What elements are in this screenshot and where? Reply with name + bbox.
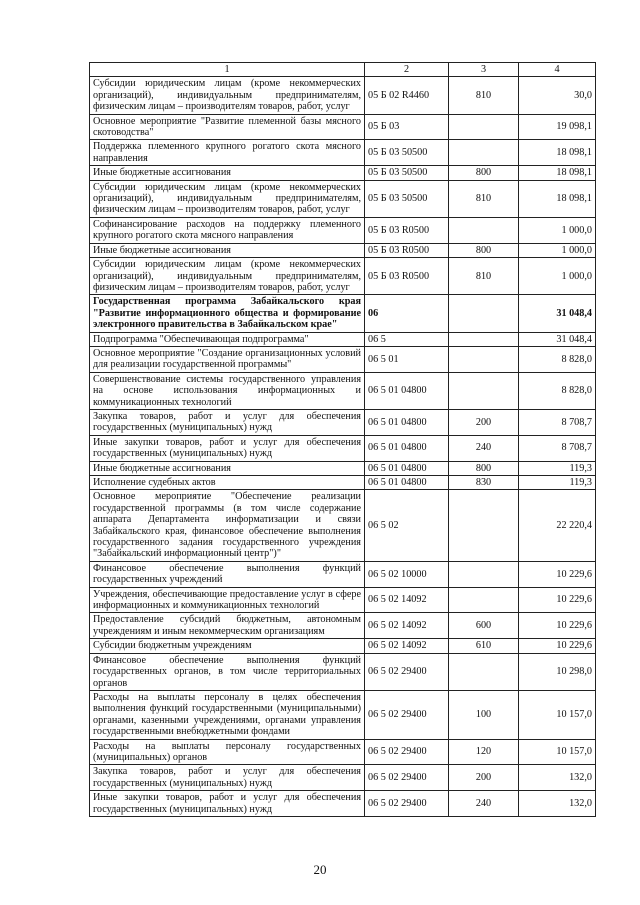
row-name-cell: Иные бюджетные ассигнования [90, 243, 365, 257]
row-name-cell: Субсидии юридическим лицам (кроме некоммерческих организаций), индивидуальным предпринимателям, физическим лицам – производителям товаров, работ, услуг [90, 180, 365, 217]
row-code-cell: 06 5 01 [365, 346, 449, 372]
row-name-cell: Финансовое обеспечение выполнения функций государственных учреждений [90, 561, 365, 587]
row-sum-cell: 18 098,1 [519, 180, 596, 217]
header-col-3: 3 [449, 63, 519, 77]
row-kind-cell [449, 346, 519, 372]
row-kind-cell [449, 114, 519, 140]
table-row [90, 372, 596, 409]
row-name-cell: Исполнение судебных актов [90, 476, 365, 490]
row-sum-cell: 1 000,0 [519, 217, 596, 243]
row-kind-cell [449, 217, 519, 243]
row-kind-cell [449, 295, 519, 332]
table-row [90, 690, 596, 739]
header-col-4: 4 [519, 63, 596, 77]
row-sum-cell: 22 220,4 [519, 490, 596, 561]
table-row [90, 258, 596, 295]
row-code-cell: 06 5 01 04800 [365, 461, 449, 475]
row-name-cell: Предоставление субсидий бюджетным, автономным учреждениям и иным некоммерческим организациям [90, 613, 365, 639]
row-code-cell: 06 5 [365, 332, 449, 346]
row-sum-cell: 10 157,0 [519, 739, 596, 765]
table-row [90, 295, 596, 332]
row-name-cell: Закупка товаров, работ и услуг для обеспечения государственных (муниципальных) нужд [90, 765, 365, 791]
table-row [90, 791, 596, 817]
row-name-cell: Иные закупки товаров, работ и услуг для обеспечения государственных (муниципальных) нужд [90, 435, 365, 461]
table-row [90, 346, 596, 372]
row-sum-cell: 10 229,6 [519, 587, 596, 613]
row-kind-cell: 240 [449, 791, 519, 817]
row-sum-cell: 119,3 [519, 476, 596, 490]
row-kind-cell: 200 [449, 765, 519, 791]
row-name-cell: Основное мероприятие "Обеспечение реализации государственной программы (в том числе содержание аппарата Департамента информатизации и связи Забайкальского края, финансовое обеспечение выполнения государственного задания государственного учреждения "Забайкальский информационный центр")" [90, 490, 365, 561]
budget-table [89, 62, 596, 817]
row-kind-cell: 800 [449, 461, 519, 475]
table-row [90, 587, 596, 613]
table-row [90, 180, 596, 217]
row-code-cell: 06 5 02 29400 [365, 739, 449, 765]
table-row [90, 332, 596, 346]
row-code-cell: 06 5 02 10000 [365, 561, 449, 587]
row-code-cell: 05 Б 03 R0500 [365, 217, 449, 243]
row-name-cell: Учреждения, обеспечивающие предоставление услуг в сфере информационных и коммуникационных технологий [90, 587, 365, 613]
row-code-cell: 06 5 02 29400 [365, 690, 449, 739]
row-name-cell: Поддержка племенного крупного рогатого скота мясного направления [90, 140, 365, 166]
table-body [90, 77, 596, 817]
row-kind-cell: 810 [449, 180, 519, 217]
row-sum-cell: 19 098,1 [519, 114, 596, 140]
table-row [90, 476, 596, 490]
row-name-cell: Основное мероприятие "Развитие племенной базы мясного скотоводства" [90, 114, 365, 140]
table-row [90, 140, 596, 166]
page-number: 20 [313, 862, 327, 877]
row-code-cell: 06 5 01 04800 [365, 372, 449, 409]
row-sum-cell: 8 828,0 [519, 346, 596, 372]
row-code-cell: 06 5 02 29400 [365, 765, 449, 791]
row-name-cell: Иные бюджетные ассигнования [90, 461, 365, 475]
row-kind-cell: 610 [449, 639, 519, 653]
row-code-cell: 06 5 01 04800 [365, 409, 449, 435]
row-code-cell: 05 Б 03 [365, 114, 449, 140]
row-name-cell: Подпрограмма "Обеспечивающая подпрограмма" [90, 332, 365, 346]
table-row [90, 77, 596, 114]
row-code-cell: 06 5 02 29400 [365, 653, 449, 690]
row-name-cell: Иные закупки товаров, работ и услуг для обеспечения государственных (муниципальных) нужд [90, 791, 365, 817]
row-sum-cell: 132,0 [519, 791, 596, 817]
row-code-cell: 05 Б 03 50500 [365, 166, 449, 180]
table-row [90, 613, 596, 639]
row-code-cell: 06 [365, 295, 449, 332]
row-kind-cell: 600 [449, 613, 519, 639]
table-row [90, 490, 596, 561]
row-kind-cell: 810 [449, 77, 519, 114]
row-name-cell: Закупка товаров, работ и услуг для обеспечения государственных (муниципальных) нужд [90, 409, 365, 435]
row-kind-cell: 810 [449, 258, 519, 295]
row-sum-cell: 132,0 [519, 765, 596, 791]
table-row [90, 217, 596, 243]
table-row [90, 114, 596, 140]
row-sum-cell: 10 229,6 [519, 639, 596, 653]
row-code-cell: 06 5 02 14092 [365, 639, 449, 653]
row-code-cell: 06 5 02 14092 [365, 613, 449, 639]
row-code-cell: 05 Б 03 R0500 [365, 258, 449, 295]
row-kind-cell [449, 490, 519, 561]
row-kind-cell [449, 140, 519, 166]
row-name-cell: Субсидии юридическим лицам (кроме некоммерческих организаций), индивидуальным предпринимателям, физическим лицам – производителям товаров, работ, услуг [90, 77, 365, 114]
row-kind-cell: 100 [449, 690, 519, 739]
row-name-cell: Государственная программа Забайкальского края "Развитие информационного общества и формирование электронного правительства в Забайкальском крае" [90, 295, 365, 332]
row-code-cell: 06 5 02 14092 [365, 587, 449, 613]
table-row [90, 561, 596, 587]
row-kind-cell [449, 587, 519, 613]
row-kind-cell [449, 372, 519, 409]
row-sum-cell: 18 098,1 [519, 166, 596, 180]
table-row [90, 166, 596, 180]
row-name-cell: Иные бюджетные ассигнования [90, 166, 365, 180]
row-kind-cell [449, 561, 519, 587]
table-row [90, 461, 596, 475]
table-row [90, 435, 596, 461]
row-code-cell: 05 Б 03 50500 [365, 140, 449, 166]
row-name-cell: Финансовое обеспечение выполнения функций государственных органов, в том числе территориальных органов [90, 653, 365, 690]
row-code-cell: 06 5 02 29400 [365, 791, 449, 817]
row-kind-cell: 200 [449, 409, 519, 435]
row-sum-cell: 10 229,6 [519, 613, 596, 639]
table-row [90, 639, 596, 653]
row-kind-cell: 120 [449, 739, 519, 765]
row-sum-cell: 10 298,0 [519, 653, 596, 690]
row-sum-cell: 31 048,4 [519, 332, 596, 346]
row-name-cell: Субсидии бюджетным учреждениям [90, 639, 365, 653]
row-name-cell: Расходы на выплаты персоналу государственных (муниципальных) органов [90, 739, 365, 765]
row-sum-cell: 10 157,0 [519, 690, 596, 739]
row-sum-cell: 119,3 [519, 461, 596, 475]
row-kind-cell: 800 [449, 166, 519, 180]
row-code-cell: 05 Б 03 R0500 [365, 243, 449, 257]
table-header-row [90, 63, 596, 77]
row-code-cell: 06 5 01 04800 [365, 435, 449, 461]
table-row [90, 739, 596, 765]
header-col-1: 1 [90, 63, 365, 77]
row-kind-cell: 240 [449, 435, 519, 461]
row-sum-cell: 1 000,0 [519, 258, 596, 295]
row-kind-cell: 830 [449, 476, 519, 490]
row-sum-cell: 30,0 [519, 77, 596, 114]
row-code-cell: 06 5 02 [365, 490, 449, 561]
table-row [90, 653, 596, 690]
row-sum-cell: 10 229,6 [519, 561, 596, 587]
table-row [90, 409, 596, 435]
row-kind-cell: 800 [449, 243, 519, 257]
row-name-cell: Софинансирование расходов на поддержку племенного крупного рогатого скота мясного направления [90, 217, 365, 243]
row-sum-cell: 8 828,0 [519, 372, 596, 409]
header-col-2: 2 [365, 63, 449, 77]
row-sum-cell: 8 708,7 [519, 409, 596, 435]
row-name-cell: Расходы на выплаты персоналу в целях обеспечения выполнения функций государственными (муниципальными) органами, казенными учреждениями, органами управления государственными внебюджетными фондами [90, 690, 365, 739]
row-code-cell: 06 5 01 04800 [365, 476, 449, 490]
row-sum-cell: 8 708,7 [519, 435, 596, 461]
table-row [90, 243, 596, 257]
table-row [90, 765, 596, 791]
row-code-cell: 05 Б 02 R4460 [365, 77, 449, 114]
row-code-cell: 05 Б 03 50500 [365, 180, 449, 217]
row-name-cell: Субсидии юридическим лицам (кроме некоммерческих организаций), индивидуальным предпринимателям, физическим лицам – производителям товаров, работ, услуг [90, 258, 365, 295]
row-sum-cell: 18 098,1 [519, 140, 596, 166]
row-kind-cell [449, 332, 519, 346]
row-sum-cell: 31 048,4 [519, 295, 596, 332]
row-name-cell: Совершенствование системы государственного управления на основе использования информационных и коммуникационных технологий [90, 372, 365, 409]
row-name-cell: Основное мероприятие "Создание организационных условий для реализации государственной программы" [90, 346, 365, 372]
row-sum-cell: 1 000,0 [519, 243, 596, 257]
row-kind-cell [449, 653, 519, 690]
